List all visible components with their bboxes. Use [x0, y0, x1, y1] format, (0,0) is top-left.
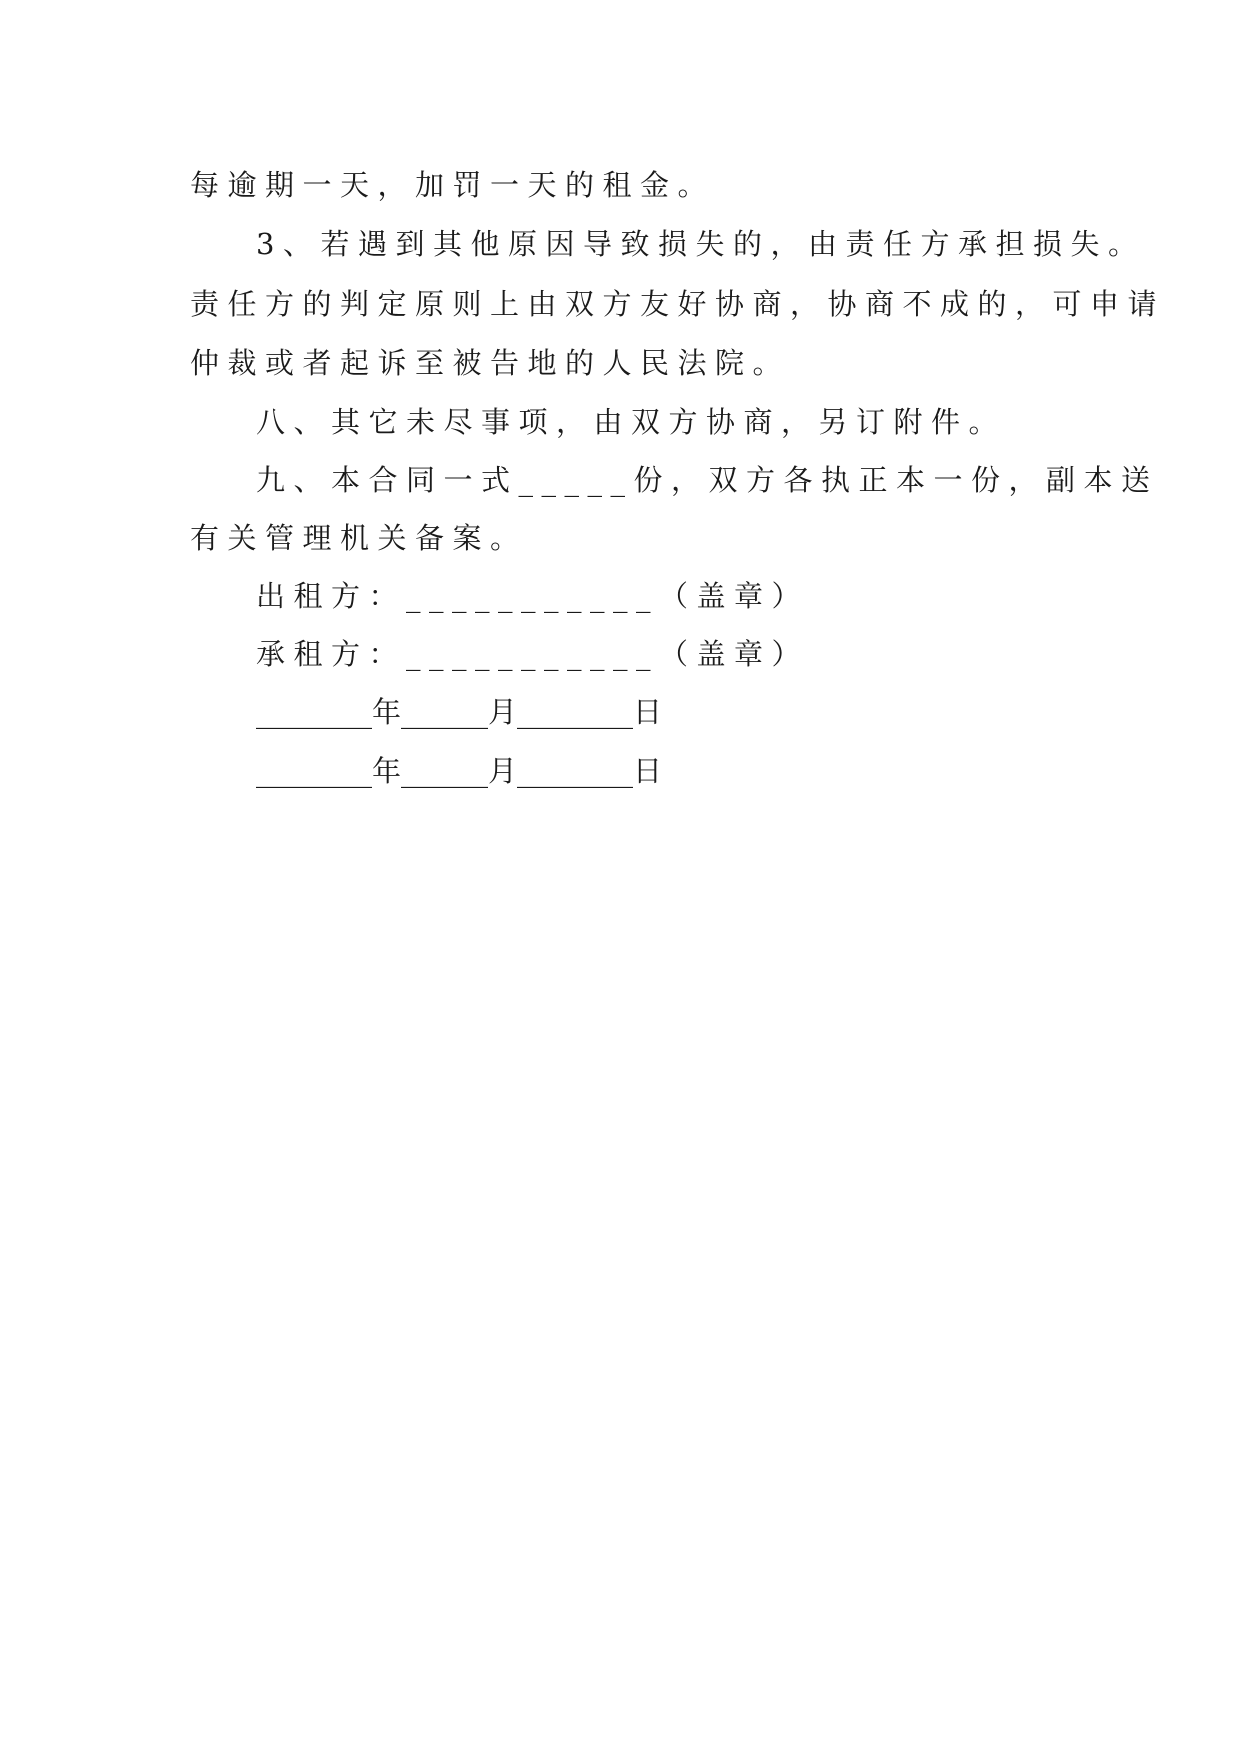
lessor-signature-line: 出租方：___________（盖章）	[256, 579, 810, 613]
clause-eight: 八、其它未尽事项，由双方协商，另订附件。	[256, 405, 1007, 439]
lessee-signature-line: 承租方：___________（盖章）	[256, 637, 810, 671]
paragraph-line-overdue-penalty: 每逾期一天，加罚一天的租金。	[190, 168, 716, 202]
paragraph-line-other-losses: 3、若遇到其他原因导致损失的，由责任方承担损失。	[256, 227, 1146, 261]
date-line-lessee: ________年______月________日	[256, 754, 663, 788]
paragraph-line-responsibility: 责任方的判定原则上由双方友好协商，协商不成的，可申请	[190, 287, 1166, 321]
clause-nine-line-2: 有关管理机关备案。	[190, 521, 528, 555]
clause-nine-line-1: 九、本合同一式_____份，双方各执正本一份，副本送	[256, 463, 1159, 497]
date-line-lessor: ________年______月________日	[256, 695, 663, 729]
paragraph-line-arbitration: 仲裁或者起诉至被告地的人民法院。	[190, 346, 791, 380]
